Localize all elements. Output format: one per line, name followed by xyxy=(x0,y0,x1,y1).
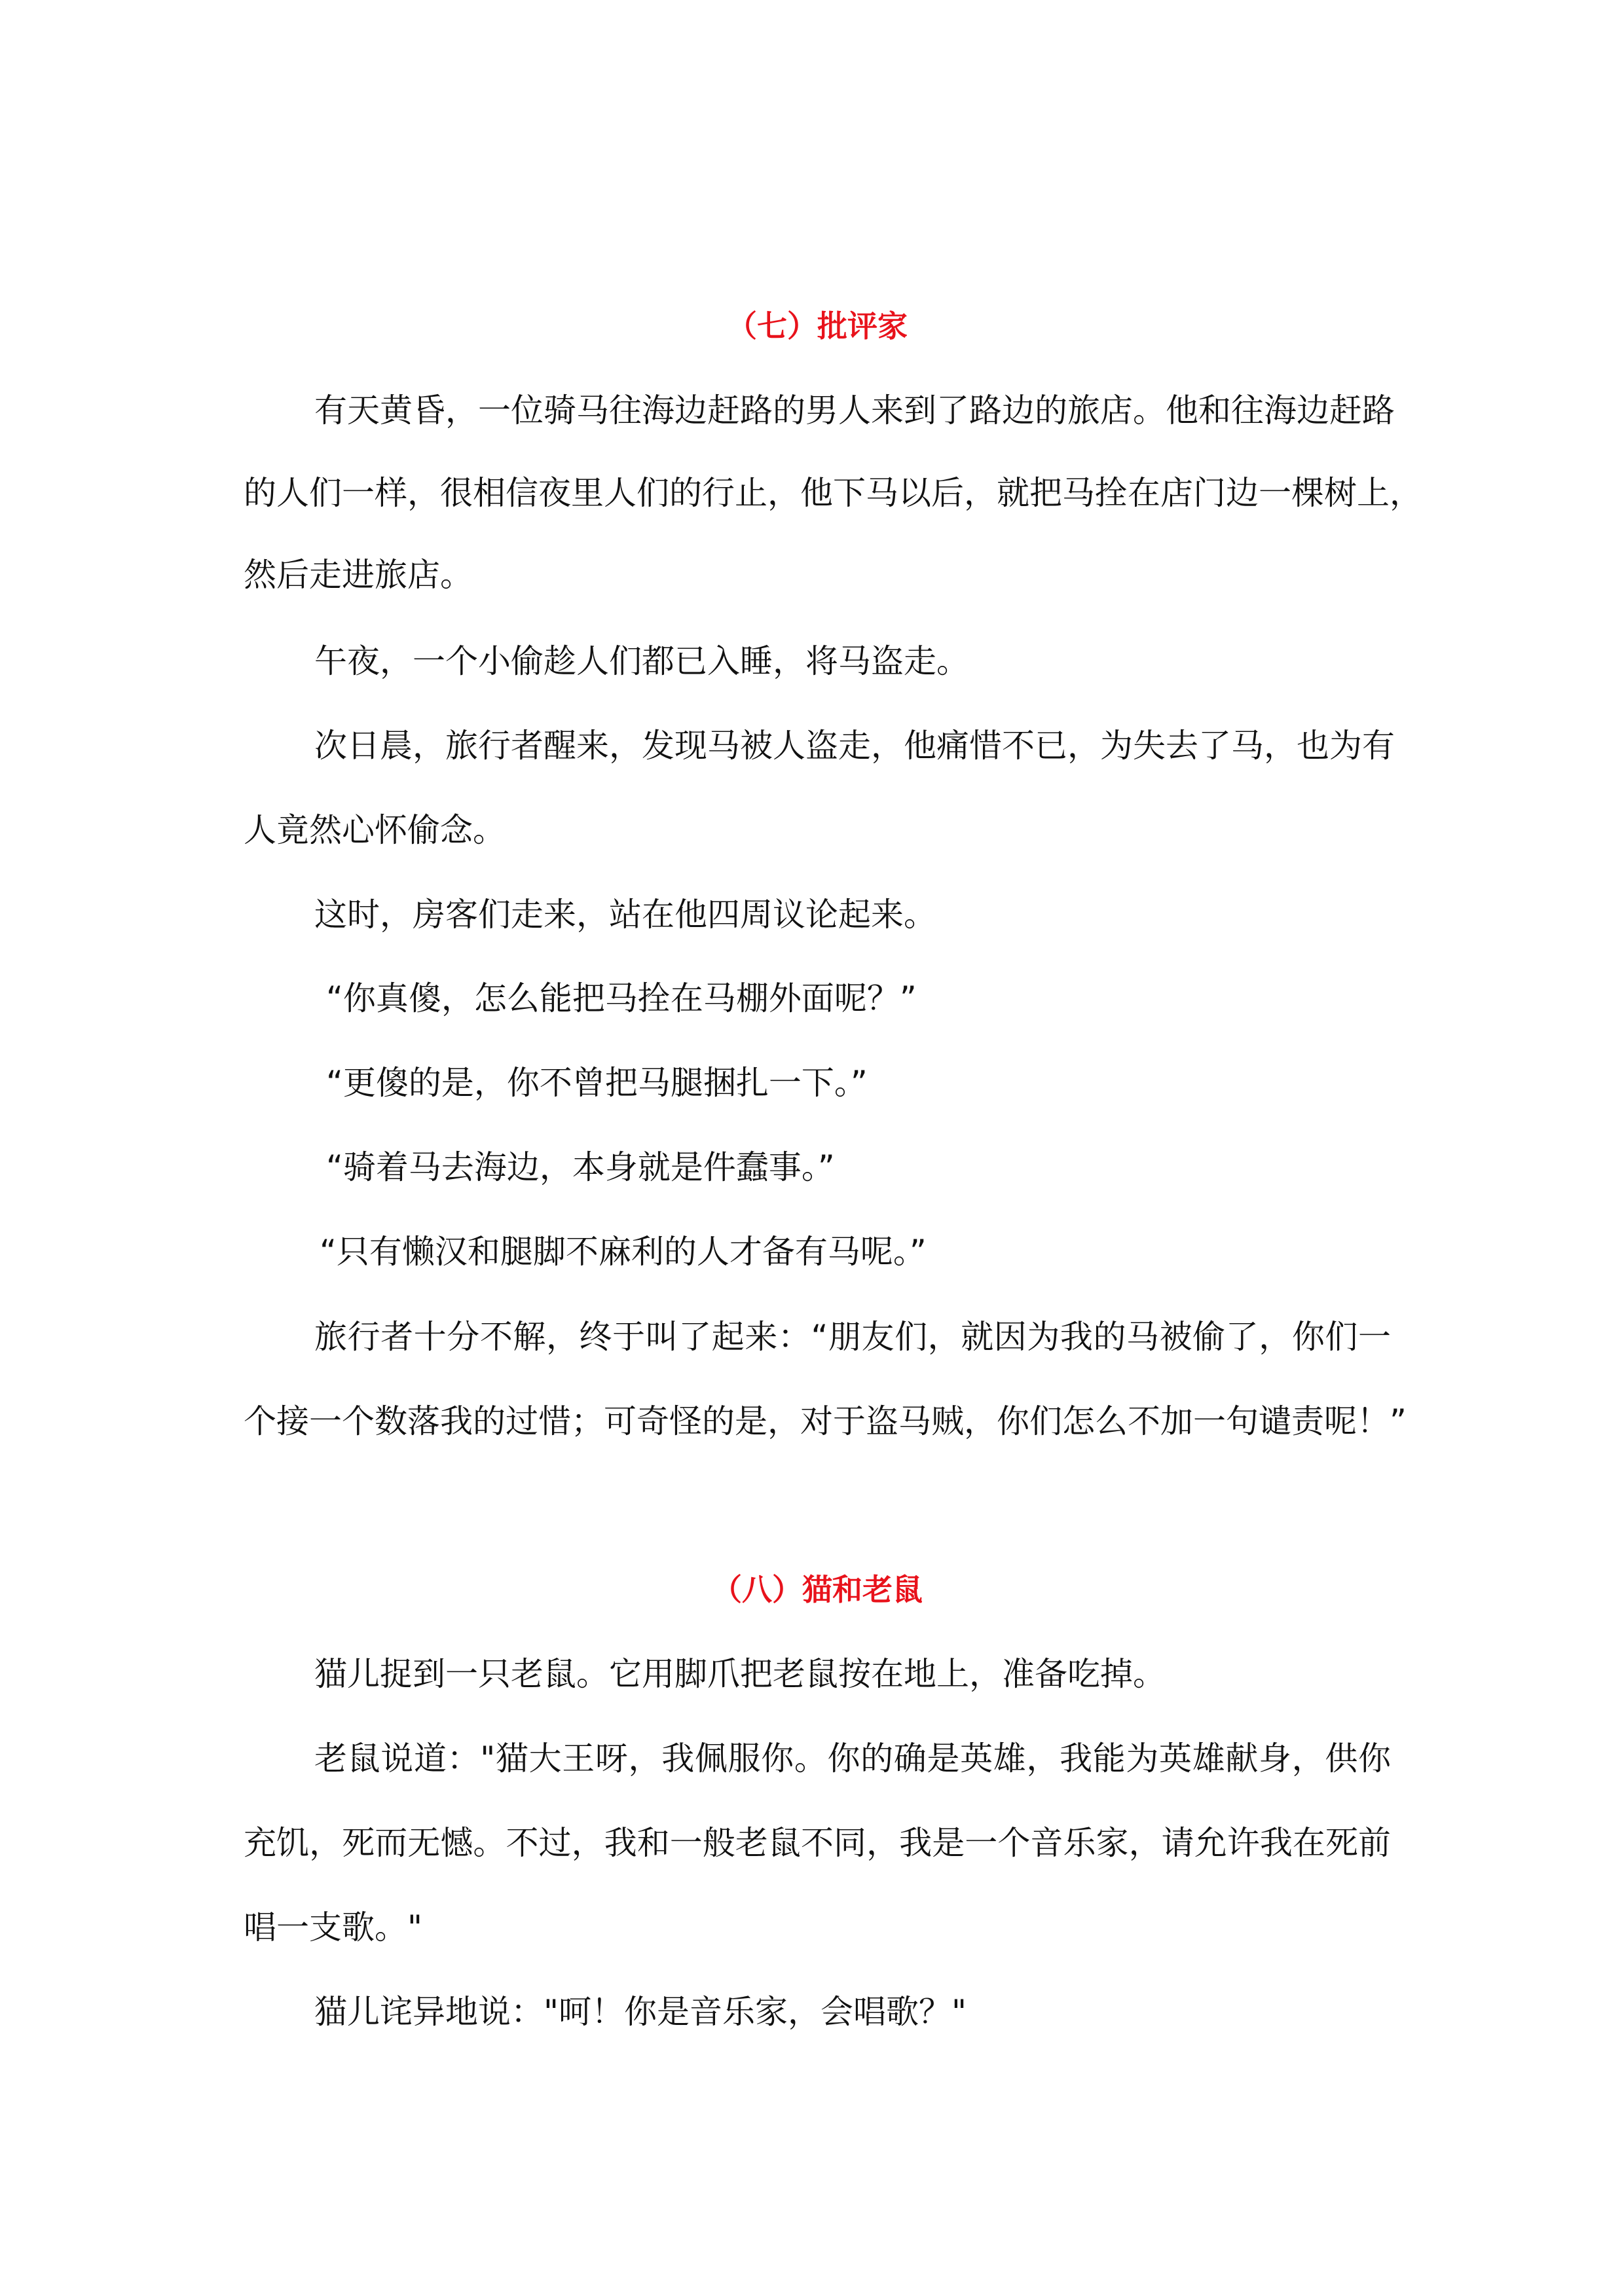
paragraph-line: 这时，房客们走来，站在他四周议论起来。 xyxy=(314,896,936,934)
paragraph-line: 个接一个数落我的过惜；可奇怪的是，对于盗马贼，你们怎么不加一句谴责呢！” xyxy=(244,1402,1407,1440)
section-title-7: （七）批评家 xyxy=(727,308,908,344)
paragraph-line: 充饥，死而无憾。不过，我和一般老鼠不同，我是一个音乐家，请允许我在死前 xyxy=(244,1824,1391,1862)
paragraph-line: 老鼠说道："猫大王呀，我佩服你。你的确是英雄，我能为英雄献身，供你 xyxy=(314,1740,1391,1777)
paragraph-line: 人竟然心怀偷念。 xyxy=(244,811,506,849)
paragraph-line: 猫儿诧异地说："呵！你是音乐家，会唱歌？" xyxy=(314,1993,967,2031)
paragraph-line: 有天黄昏，一位骑马往海边赶路的男人来到了路边的旅店。他和往海边赶路 xyxy=(314,392,1395,429)
dialogue-line: “骑着马去海边，本身就是件蠢事。” xyxy=(326,1148,835,1186)
paragraph-line: 午夜，一个小偷趁人们都已入睡，将马盗走。 xyxy=(314,642,969,680)
paragraph-line: 旅行者十分不解，终于叫了起来：“朋友们，就因为我的马被偷了，你们一 xyxy=(314,1318,1391,1356)
dialogue-line: “只有懒汉和腿脚不麻利的人才备有马呢。” xyxy=(320,1233,927,1271)
paragraph-line: 然后走进旅店。 xyxy=(244,556,473,594)
paragraph-line: 次日晨，旅行者醒来，发现马被人盗走，他痛惜不已，为失去了马，也为有 xyxy=(314,727,1395,765)
paragraph-line: 的人们一样，很相信夜里人们的行止，他下马以后，就把马拴在店门边一棵树上， xyxy=(244,474,1422,512)
paragraph-line: 猫儿捉到一只老鼠。它用脚爪把老鼠按在地上，准备吃掉。 xyxy=(314,1655,1166,1693)
dialogue-line: “你真傻，怎么能把马拴在马棚外面呢？” xyxy=(326,979,917,1017)
document-page xyxy=(244,0,1422,2296)
section-title-8: （八）猫和老鼠 xyxy=(712,1572,923,1607)
dialogue-line: “更傻的是，你不曾把马腿捆扎一下。” xyxy=(326,1064,868,1102)
paragraph-line: 唱一支歌。" xyxy=(244,1908,422,1946)
